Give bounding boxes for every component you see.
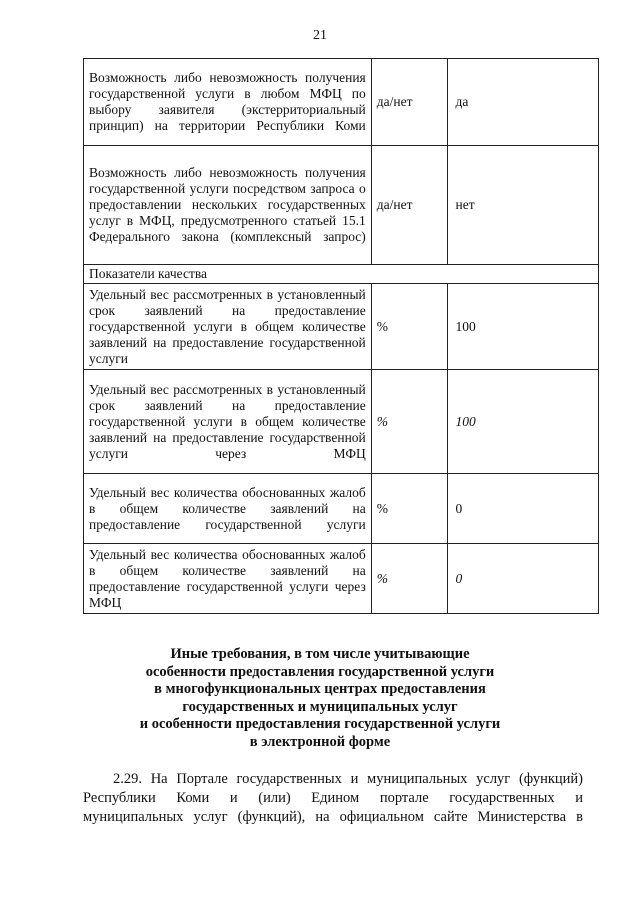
indicator-value: нет [447,146,598,265]
heading-line: в электронной форме [249,733,391,750]
table-row [84,474,599,544]
table-section-row [84,265,599,284]
table-row [84,284,599,370]
indicator-name: Удельный вес количества обоснованных жалоб в общем количестве заявлений на предоставление государственной услуги через МФЦ [84,544,372,614]
indicator-unit: % [371,284,447,370]
heading-line: государственных и муниципальных услуг [182,698,458,715]
indicator-unit: % [371,370,447,474]
table-row [84,59,599,146]
body-paragraph [83,770,583,827]
indicator-value: 0 [447,544,598,614]
section-heading [0,646,640,751]
paragraph-line: 2.29. На Портале государственных и муниципальных услуг (функций) [113,771,583,787]
section-title: Показатели качества [84,265,599,284]
indicator-name: Удельный вес рассмотренных в установленный срок заявлений на предоставление государственной услуги в общем количестве заявлений на предоставление государственной услуги через МФЦ [84,370,372,474]
page-number: 21 [313,28,327,43]
indicators-table [83,58,599,614]
heading-line: Иные требования, в том числе учитывающие [170,646,470,662]
indicator-value: 0 [447,474,598,544]
indicator-unit: % [371,474,447,544]
indicator-value: 100 [447,370,598,474]
indicator-unit: % [371,544,447,614]
indicator-value: 100 [447,284,598,370]
table-row [84,544,599,614]
indicator-name: Возможность либо невозможность получения государственной услуги посредством запроса о предоставлении нескольких государственных услуг в МФЦ, предусмотренного статьей 15.1 Федерального закона (комплексный запрос) [84,146,372,265]
indicator-unit: да/нет [371,59,447,146]
indicator-name: Возможность либо невозможность получения государственной услуги в любом МФЦ по выбору заявителя (экстерриториальный принцип) на территории Республики Коми [84,59,372,146]
paragraph-line: муниципальных услуг (функций), на официальном сайте Министерства в [83,809,583,825]
indicator-value: да [447,59,598,146]
indicator-unit: да/нет [371,146,447,265]
indicator-name: Удельный вес количества обоснованных жалоб в общем количестве заявлений на предоставление государственной услуги [84,474,372,544]
heading-line: особенности предоставления государственной услуги [145,663,495,680]
heading-line: в многофункциональных центрах предоставления [154,681,486,697]
table-row [84,146,599,265]
indicator-name: Удельный вес рассмотренных в установленный срок заявлений на предоставление государственной услуги в общем количестве заявлений на предоставление государственной услуги [84,284,372,370]
table-row [84,370,599,474]
paragraph-line: Республики Коми и (или) Едином портале государственных и [83,790,583,806]
heading-line: и особенности предоставления государственной услуги [139,716,501,732]
